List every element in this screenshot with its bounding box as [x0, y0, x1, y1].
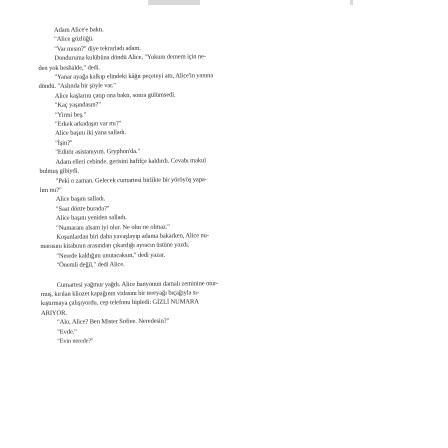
text-line: lım mı?" — [39, 186, 62, 194]
text-line: Koşunlardan biri daha yavaşlayıp adama bakarken, Alice nu- — [56, 232, 209, 241]
text-line: bulmuş gibiydi. — [39, 167, 79, 176]
text-line: Alice başını yeniden salladı. — [55, 214, 127, 222]
text-line: "Nerede kaldığını unutacaksın," dedi yazar. — [56, 251, 166, 260]
text-line: "Numaranı alsam iyi olur. Ne olur ne olmaz." — [56, 223, 170, 232]
text-line: "Editör asistanıyım. Gryphon'da." — [55, 148, 141, 157]
text-line: "Erkek arkadaşın var mı?" — [54, 120, 122, 128]
text-line: Adam Alice'e baktı. — [54, 26, 104, 34]
text-line: Donduruma kulübüna döndü Alice, "Yokum demem için ne- — [54, 53, 206, 63]
book-page — [38, 22, 386, 346]
text-line: "Alice gözlüğü. — [54, 35, 94, 44]
text-line: "Kaç yaşındasın?" — [54, 101, 101, 110]
text-line: Adam elleri cebinde, gerisini hafifçe kaldırdı. Cevabı makul — [55, 156, 206, 166]
text-line: "Var mısın?" diye tekrarladı adam. — [54, 44, 141, 53]
top-edge — [0, 0, 448, 6]
header-strip — [148, 0, 200, 5]
text-line: Alice başını salladı. — [55, 195, 106, 204]
text-line: "Evde." — [57, 328, 77, 336]
text-line: Cumartesi yağmur yağdı. Alice banyonun damalı zeminine otur- — [56, 279, 219, 289]
text-line: muş, kırılan kliozet kapağının vidasını bir tereyağı bıçağıyla sı- — [40, 289, 200, 298]
text-line: kıştırmaya çalışıyordu, cep telefonu bipledi: GİZLİ NUMARA — [40, 298, 199, 308]
text-line: Alice kaşlarını çatıp ona baktı, sonra gülümsedi. — [54, 91, 176, 100]
text-line: "Evin nerede?" — [57, 337, 94, 345]
text-line: Alice başını iki yana salladı. — [55, 129, 126, 138]
header-mark — [350, 0, 353, 5]
text-line: "İşin?" — [55, 139, 73, 147]
text-line: marasını kitabının arasından çıkardığı ayracın üstüne yazdı. — [40, 241, 190, 251]
text-line: "Yanar ayağa kalkıp elindeki kâğıt peçeteyi attı, Alice'in yanına — [54, 72, 214, 81]
text-line: döndü. "Aslında bir şöyle var." — [38, 82, 116, 91]
text-line: "Önemli değil," dedi Alice. — [56, 261, 125, 269]
text-line: "Alo, Alice? Ben Mister Sofiee. Neredesin?" — [57, 317, 170, 327]
text-line: "Saat dörtte burada?" — [55, 204, 110, 213]
text-line: "Yirmi beş." — [54, 111, 87, 119]
text-line: ARIYOR. — [40, 309, 67, 317]
text-line: "Peki o zaman. Gelecek cumartesi birlikte bir yöröyöş yapa- — [55, 175, 207, 185]
text-line: den yok beshalde," dedi. — [38, 63, 100, 72]
